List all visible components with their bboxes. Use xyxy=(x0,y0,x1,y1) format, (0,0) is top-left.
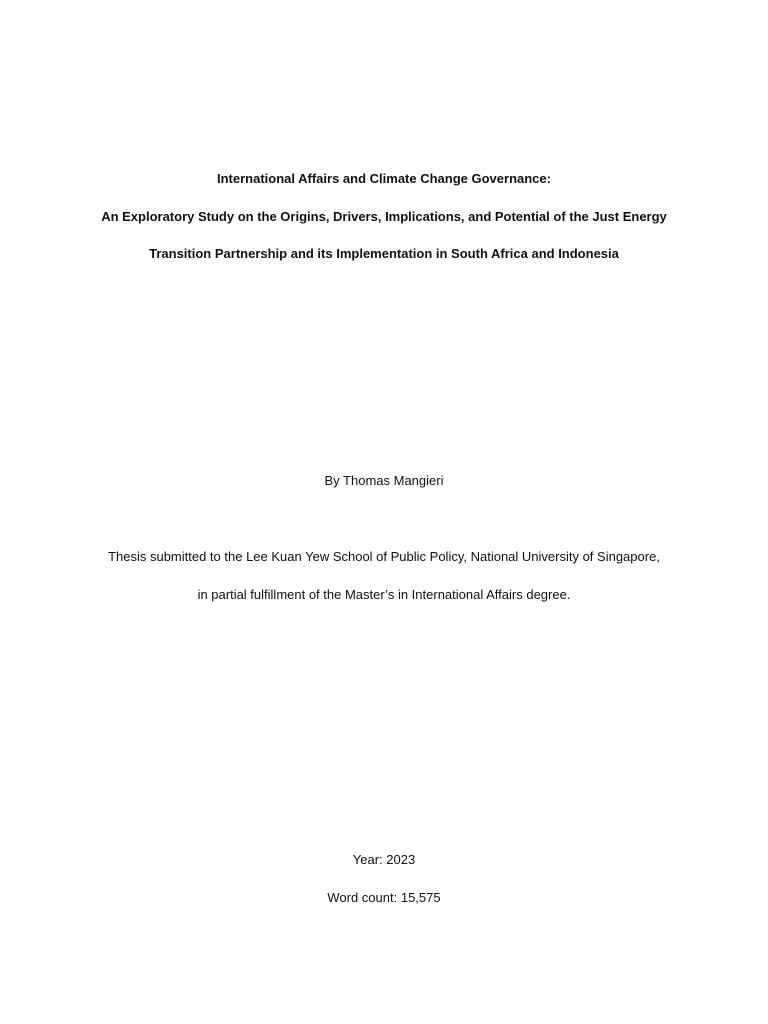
submission-line-2: in partial fulfillment of the Master’s in International Affairs degree. xyxy=(197,587,571,602)
year-line: Year: 2023 xyxy=(352,852,416,867)
title-line-3: Transition Partnership and its Implementation in South Africa and Indonesia xyxy=(149,246,619,261)
author-line: By Thomas Mangieri xyxy=(324,473,444,488)
word-count-line: Word count: 15,575 xyxy=(327,890,441,905)
title-line-2: An Exploratory Study on the Origins, Drivers, Implications, and Potential of the Just Energy xyxy=(101,209,667,224)
title-line-1: International Affairs and Climate Change Governance: xyxy=(217,171,551,186)
submission-line-1: Thesis submitted to the Lee Kuan Yew School of Public Policy, National University of Singapore, xyxy=(108,549,660,564)
